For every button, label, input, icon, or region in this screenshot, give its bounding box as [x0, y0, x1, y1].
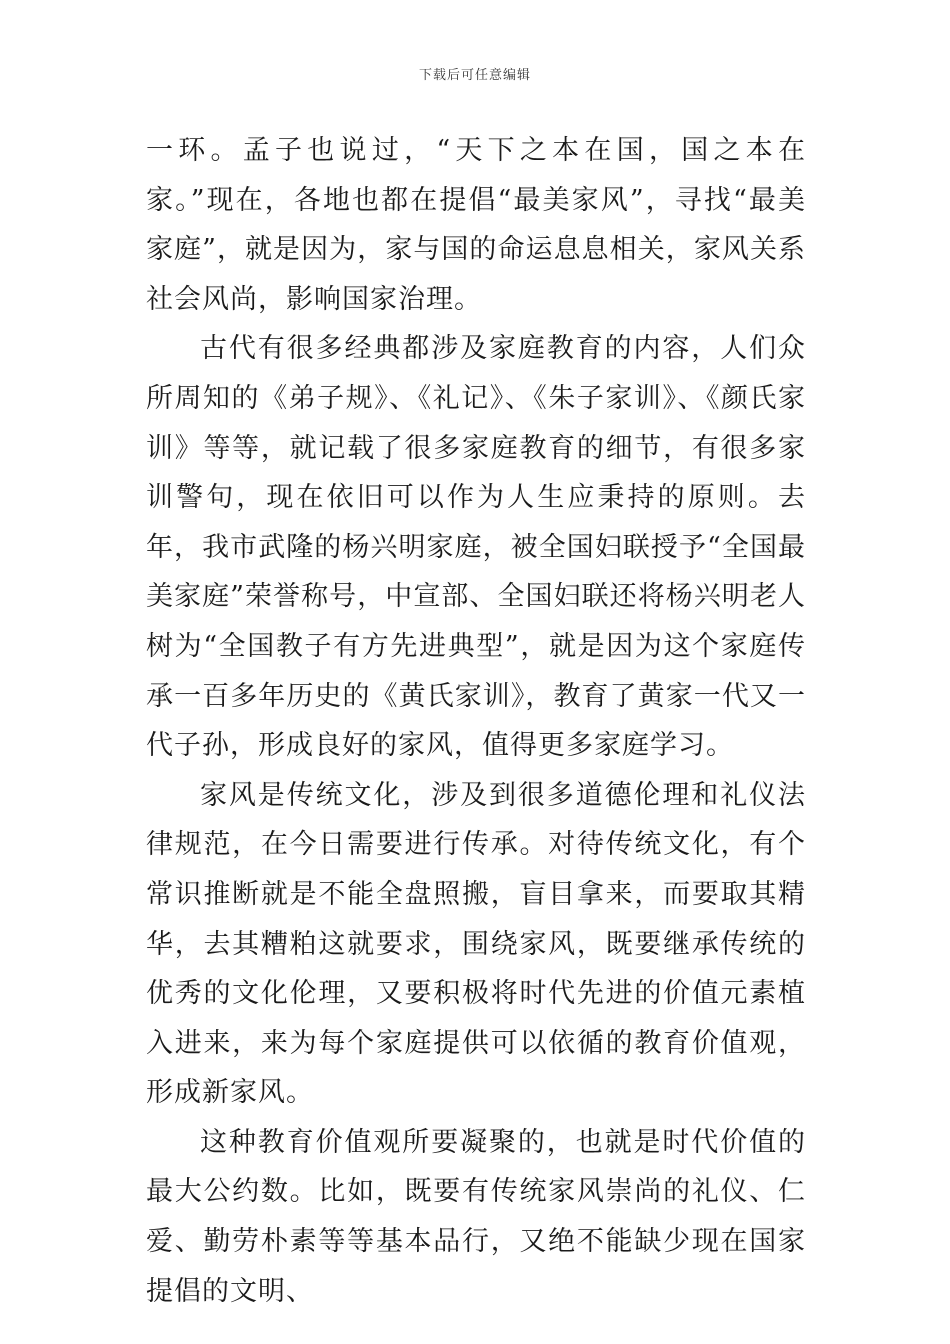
paragraph-4: 这种教育价值观所要凝聚的，也就是时代价值的最大公约数。比如，既要有传统家风崇尚的礼仪、仁爱、勤劳朴素等等基本品行，又绝不能缺少现在国家提倡的文明、 — [146, 1126, 806, 1307]
paragraph-3: 家风是传统文化，涉及到很多道德伦理和礼仪法律规范，在今日需要进行传承。对待传统文化，有个常识推断就是不能全盘照搬，盲目拿来，而要取其精华，去其糟粕这就要求，围绕家风，既要继承传统的优秀的文化伦理，又要积极将时代先进的价值元素植入进来，来为每个家庭提供可以依循的教育价值观，形成新家风。 — [146, 779, 806, 1109]
paragraph-1: 一环。孟子也说过，“天下之本在国，国之本在家。”现在，各地也都在提倡“最美家风”，寻找“最美家庭”，就是因为，家与国的命运息息相关，家风关系社会风尚，影响国家治理。 — [146, 135, 806, 315]
body-text — [146, 126, 806, 1316]
paragraph-2: 古代有很多经典都涉及家庭教育的内容，人们众所周知的《弟子规》、《礼记》、《朱子家训》、《颜氏家训》等等，就记载了很多家庭教育的细节，有很多家训警句，现在依旧可以作为人生应秉持的原则。去年，我市武隆的杨兴明家庭，被全国妇联授予“全国最美家庭”荣誉称号，中宣部、全国妇联还将杨兴明老人树为“全国教子有方先进典型”，就是因为这个家庭传承一百多年历史的《黄氏家训》，教育了黄家一代又一代子孙，形成良好的家风，值得更多家庭学习。 — [146, 333, 806, 762]
page-header: 下载后可任意编辑 — [418, 68, 531, 83]
